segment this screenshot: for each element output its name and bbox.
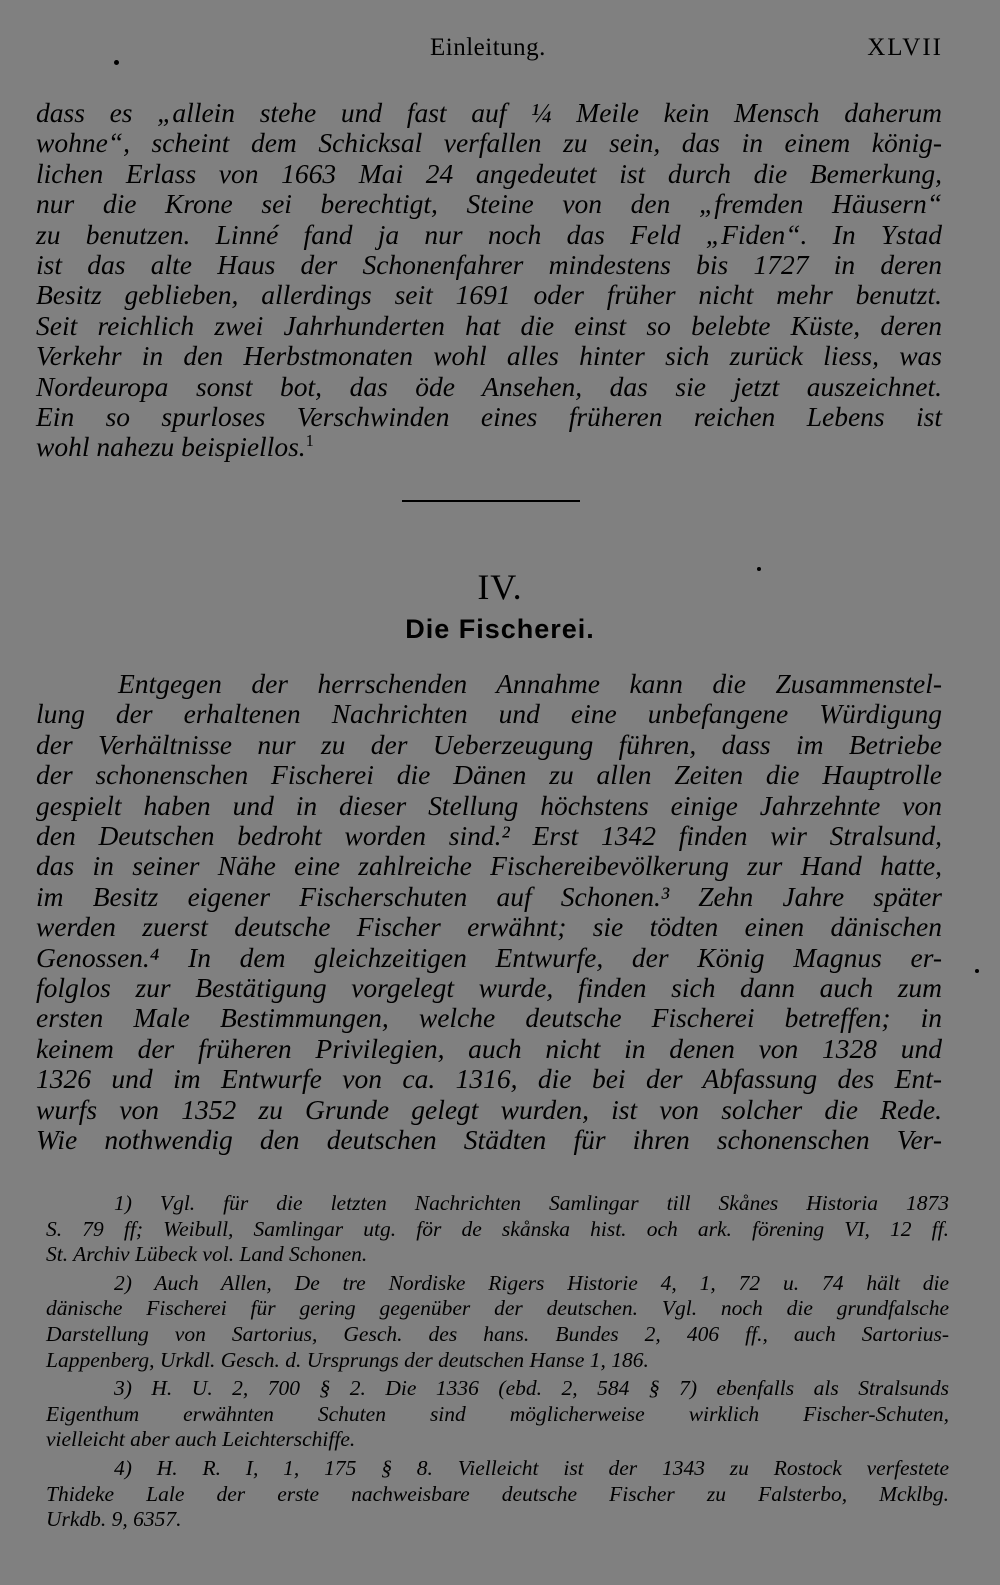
footnote-line: Eigenthum erwähnten Schuten sind möglicherweise wirklich Fischer-Schuten, [46, 1401, 949, 1426]
top-paragraph [36, 98, 942, 463]
text-line: ersten Male Bestimmungen, welche deutsche Fischerei betreffen; in [36, 1002, 942, 1034]
text-line: 1326 und im Entwurfe von ca. 1316, die bei der Abfassung des Ent- [36, 1063, 942, 1095]
footnote-line: vielleicht aber auch Leichterschiffe. [46, 1427, 356, 1452]
footnote-line: dänische Fischerei für gering gegenüber der deutschen. Vgl. noch die grundfalsche [46, 1296, 949, 1321]
text-line: zu benutzen. Linné fand ja nur noch das Feld „Fiden“. In Ystad [36, 218, 942, 250]
footnotes [46, 1191, 949, 1536]
footnote-line: 3) H. U. 2, 700 § 2. Die 1336 (ebd. 2, 584 § 7) ebenfalls als Stralsunds [114, 1376, 949, 1401]
footnote-line: Darstellung von Sartorius, Gesch. des hans. Bundes 2, 406 ff., auch Sartorius- [46, 1321, 949, 1346]
footnote-line: Thideke Lale der erste nachweisbare deutsche Fischer zu Falsterbo, Mcklbg. [46, 1481, 949, 1506]
page-number: XLVII [867, 34, 943, 61]
footnote-2 [46, 1271, 949, 1373]
text-line: Nordeuropa sonst bot, das öde Ansehen, das sie jetzt auszeichnet. [36, 370, 942, 402]
text-line: der schonenschen Fischerei die Dänen zu allen Zeiten die Hauptrolle [36, 759, 942, 791]
text-line: folglos zur Bestätigung vorgelegt wurde, finden sich dann auch zum [36, 972, 942, 1004]
text-line: Entgegen der herrschenden Annahme kann die Zusammenstel- [118, 668, 942, 699]
text-line-last [36, 432, 942, 462]
text-line: dass es „allein stehe und fast auf ¼ Meile kein Mensch daherum [36, 97, 942, 128]
text-line: gespielt haben und in dieser Stellung höchstens einige Jahrzehnte von [36, 789, 942, 821]
footnote-line: Urkdb. 9, 6357. [46, 1507, 182, 1532]
text-line: Genossen.⁴ In dem gleichzeitigen Entwurfe, der König Magnus er- [36, 941, 942, 973]
chapter-title: Die Fischerei. [405, 614, 595, 644]
text-line: der Verhältnisse nur zu der Ueberzeugung führen, dass im Betriebe [36, 728, 942, 760]
text-line: werden zuerst deutsche Fischer erwähnt; sie tödten einen dänischen [36, 911, 942, 943]
text-line: Besitz geblieben, allerdings seit 1691 oder früher nicht mehr benutzt. [36, 279, 942, 311]
main-paragraph [36, 669, 942, 1156]
footnote-line: 2) Auch Allen, De tre Nordiske Rigers Historie 4, 1, 72 u. 74 hält die [114, 1270, 949, 1295]
text-line: ist das alte Haus der Schonenfahrer mindestens bis 1727 in deren [36, 249, 942, 281]
text-line: wurfs von 1352 zu Grunde gelegt wurden, ist von solcher die Rede. [36, 1093, 942, 1125]
section-divider [402, 500, 580, 502]
text-line: im Besitz eigener Fischerschuten auf Schonen.³ Zehn Jahre später [36, 880, 942, 912]
text-line: wohne“, scheint dem Schicksal verfallen zu sein, das in einem könig- [36, 127, 942, 159]
text-line: Ein so spurloses Verschwinden eines früheren reichen Lebens ist [36, 401, 942, 433]
text-line: Verkehr in den Herbstmonaten wohl alles hinter sich zurück liess, was [36, 340, 942, 372]
text-line: den Deutschen bedroht worden sind.² Erst 1342 finden wir Stralsund, [36, 820, 942, 852]
text-line: lung der erhaltenen Nachrichten und eine unbefangene Würdigung [36, 698, 942, 730]
text-line: Wie nothwendig den deutschen Städten für ihren schonenschen Ver- [36, 1124, 942, 1156]
text-line: lichen Erlass von 1663 Mai 24 angedeutet ist durch die Bemerkung, [36, 157, 942, 189]
text-line: das in seiner Nähe eine zahlreiche Fischereibevölkerung zur Hand hatte, [36, 850, 942, 882]
text-line-content: wohl nahezu beispiellos. [36, 431, 306, 463]
text-line: Seit reichlich zwei Jahrhunderten hat die einst so belebte Küste, deren [36, 309, 942, 341]
footnote-3 [46, 1376, 949, 1453]
speck-mark [975, 969, 979, 973]
running-head-title: Einleitung. [430, 34, 546, 61]
footnote-line: St. Archiv Lübeck vol. Land Schonen. [46, 1242, 368, 1267]
text-line: nur die Krone sei berechtigt, Steine von den „fremden Häusern“ [36, 188, 942, 220]
footnote-line: 1) Vgl. für die letzten Nachrichten Samlingar till Skånes Historia 1873 [114, 1191, 949, 1215]
footnote-4 [46, 1456, 949, 1533]
footnote-line: S. 79 ff; Weibull, Samlingar utg. för de skånska hist. och ark. förening VI, 12 ff. [46, 1216, 949, 1241]
footnote-line: Lappenberg, Urkdl. Gesch. d. Ursprungs der deutschen Hanse 1, 186. [46, 1347, 649, 1372]
footnote-line: 4) H. R. I, 1, 175 § 8. Vielleicht ist der 1343 zu Rostock verfestete [114, 1455, 949, 1480]
chapter-number: IV. [477, 567, 523, 607]
text-line: keinem der früheren Privilegien, auch nicht in denen von 1328 und [36, 1032, 942, 1064]
running-head [0, 34, 1000, 66]
footnote-1 [46, 1191, 949, 1268]
footnote-marker: 1 [305, 431, 314, 451]
